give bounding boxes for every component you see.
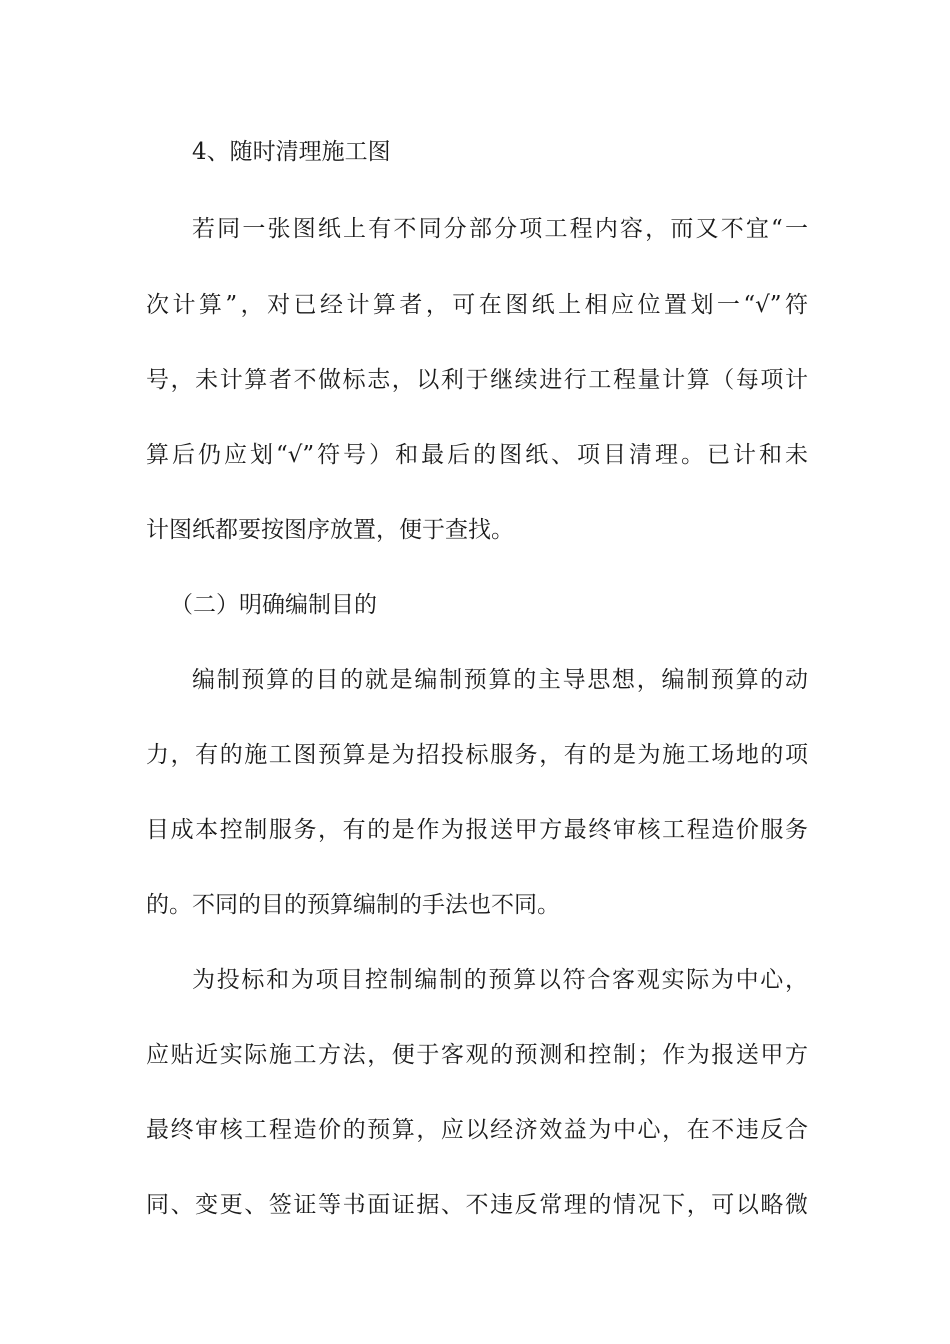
paragraph-line: 编制预算的目的就是编制预算的主导思想，编制预算的动 (192, 667, 808, 693)
paragraph-line: 的。不同的目的预算编制的手法也不同。 (146, 892, 560, 918)
paragraph-line: 若同一张图纸上有不同分部分项工程内容，而又不宜“一 (192, 216, 808, 242)
paragraph-line: 力，有的施工图预算是为招投标服务，有的是为施工场地的项 (146, 742, 808, 768)
paragraph-line: 算后仍应划“√”符号）和最后的图纸、项目清理。已计和未 (146, 442, 808, 468)
paragraph-line: 计图纸都要按图序放置，便于查找。 (146, 517, 514, 543)
section-heading-2: （二）明确编制目的 (170, 592, 377, 618)
section-heading-4: 4、随时清理施工图 (192, 139, 391, 165)
paragraph-line: 同、变更、签证等书面证据、不违反常理的情况下，可以略微 (146, 1192, 808, 1218)
paragraph-line: 次计算”，对已经计算者，可在图纸上相应位置划一“√”符 (146, 292, 808, 318)
paragraph-line: 最终审核工程造价的预算，应以经济效益为中心，在不违反合 (146, 1117, 808, 1143)
paragraph-line: 号，未计算者不做标志，以利于继续进行工程量计算（每项计 (146, 367, 808, 393)
paragraph-line: 为投标和为项目控制编制的预算以符合客观实际为中心， (192, 967, 808, 993)
paragraph-line: 目成本控制服务，有的是作为报送甲方最终审核工程造价服务 (146, 817, 808, 843)
paragraph-line: 应贴近实际施工方法，便于客观的预测和控制；作为报送甲方 (146, 1042, 808, 1068)
